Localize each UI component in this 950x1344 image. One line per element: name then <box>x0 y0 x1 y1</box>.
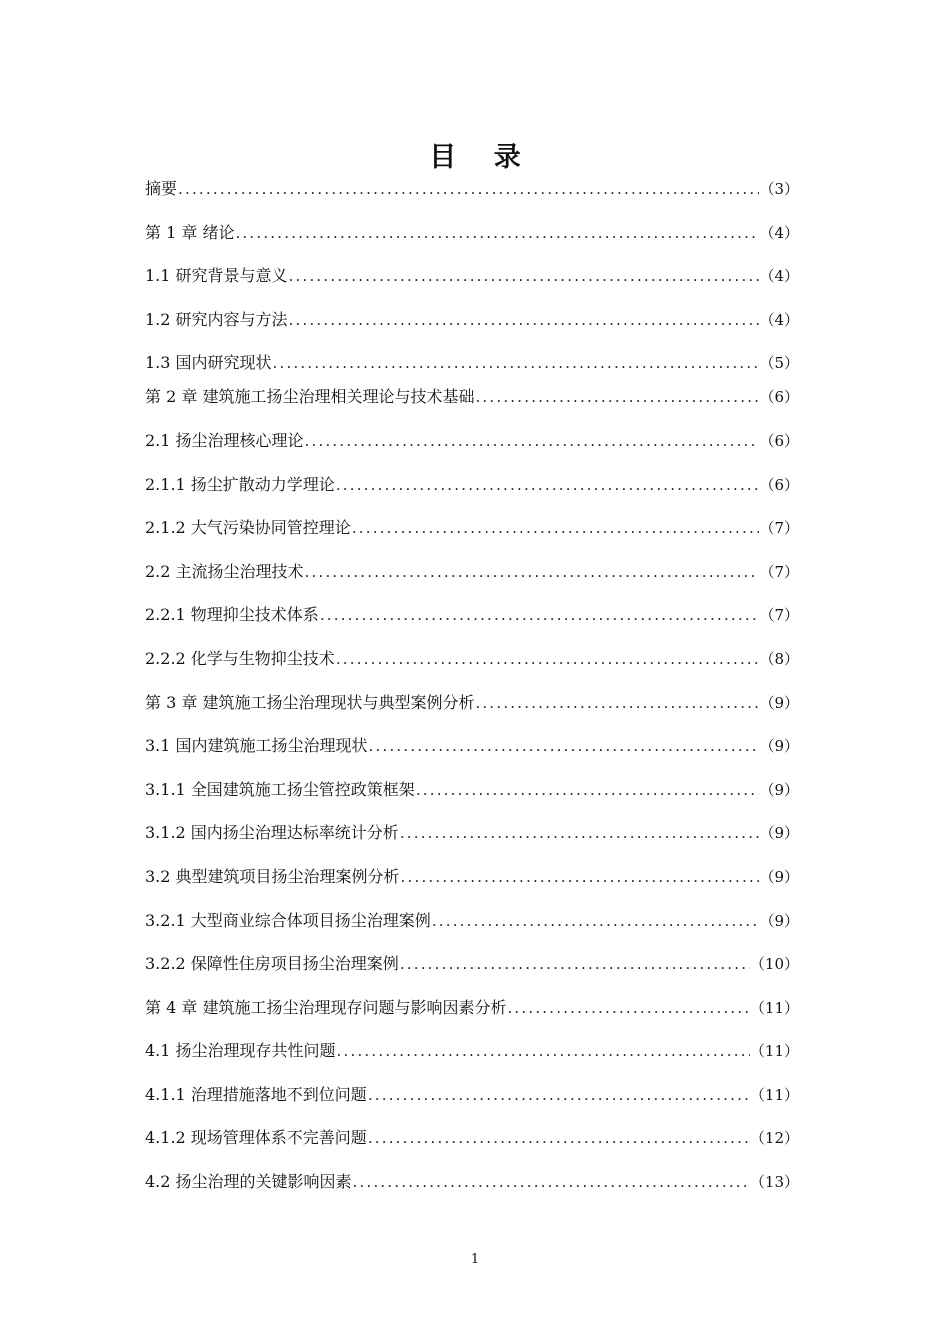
toc-entry-page: （7） <box>759 562 799 581</box>
toc-entry[interactable] <box>145 945 799 983</box>
toc-entry[interactable] <box>145 378 799 416</box>
toc-entry[interactable] <box>145 902 799 940</box>
toc-entry-title: 第 1 章 绪论 <box>145 222 235 242</box>
toc-entry-title: 4.1.2 现场管理体系不完善问题 <box>145 1128 367 1148</box>
toc-leader-dots <box>335 466 760 504</box>
toc-leader-dots <box>304 553 760 591</box>
toc-title: 目 录 <box>429 142 535 174</box>
toc-leader-dots <box>399 945 750 983</box>
toc-entry-page: （9） <box>759 737 799 756</box>
toc-entry-title: 2.1.2 大气污染协同管控理论 <box>145 518 351 538</box>
toc-entry-title: 3.1.2 国内扬尘治理达标率统计分析 <box>145 823 399 843</box>
toc-entry-title: 4.2 扬尘治理的关键影响因素 <box>145 1172 352 1192</box>
toc-leader-dots <box>415 771 760 809</box>
toc-entry-page: （13） <box>749 1173 799 1192</box>
toc-entry-page: （12） <box>749 1129 799 1148</box>
toc-entry-page: （4） <box>759 223 799 242</box>
toc-entry[interactable] <box>145 989 799 1027</box>
toc-entry-title: 4.1 扬尘治理现存共性问题 <box>145 1041 336 1061</box>
toc-entry-title: 2.1 扬尘治理核心理论 <box>145 430 304 450</box>
toc-entry-title: 3.1.1 全国建筑施工扬尘管控政策框架 <box>145 779 415 799</box>
toc-entry[interactable] <box>145 170 799 208</box>
page-number: 1 <box>470 1252 480 1267</box>
toc-entry-title: 1.2 研究内容与方法 <box>145 309 288 329</box>
toc-entry[interactable] <box>145 214 799 252</box>
toc-entry[interactable] <box>145 257 799 295</box>
toc-entry-page: （9） <box>759 824 799 843</box>
toc-leader-dots <box>474 378 759 416</box>
toc-entry-page: （6） <box>759 388 799 407</box>
toc-entry-title: 2.2.2 化学与生物抑尘技术 <box>145 648 335 668</box>
toc-leader-dots <box>335 640 760 678</box>
toc-entry[interactable] <box>145 1032 799 1070</box>
toc-leader-dots <box>177 170 759 208</box>
toc-entry-page: （9） <box>759 693 799 712</box>
toc-entry-page: （7） <box>759 606 799 625</box>
toc-entry[interactable] <box>145 814 799 852</box>
toc-entry-title: 3.2 典型建筑项目扬尘治理案例分析 <box>145 866 400 886</box>
toc-leader-dots <box>399 814 760 852</box>
toc-leader-dots <box>352 1163 750 1201</box>
toc-entry-page: （11） <box>749 1042 799 1061</box>
toc-entry-page: （5） <box>759 354 799 373</box>
toc-entry-page: （10） <box>749 955 799 974</box>
toc-entry-page: （4） <box>759 267 799 286</box>
toc-leader-dots <box>272 344 760 382</box>
toc-entry-page: （3） <box>759 180 799 198</box>
toc-entry[interactable] <box>145 344 799 382</box>
toc-entry[interactable] <box>145 466 799 504</box>
toc-entry-title: 3.2.1 大型商业综合体项目扬尘治理案例 <box>145 910 431 930</box>
toc-entry[interactable] <box>145 301 799 339</box>
toc-leader-dots <box>288 257 760 295</box>
toc-entry-title: 摘要 <box>145 179 178 198</box>
toc-entry-title: 2.1.1 扬尘扩散动力学理论 <box>145 474 335 494</box>
toc-entry-page: （11） <box>749 998 799 1017</box>
toc-leader-dots <box>400 858 760 896</box>
toc-leader-dots <box>351 509 760 547</box>
toc-entry-title: 第 4 章 建筑施工扬尘治理现存问题与影响因素分析 <box>145 997 507 1017</box>
toc-entry[interactable] <box>145 684 799 722</box>
toc-entry[interactable] <box>145 553 799 591</box>
toc-entry[interactable] <box>145 1076 799 1114</box>
toc-entry-title: 第 2 章 建筑施工扬尘治理相关理论与技术基础 <box>145 387 475 407</box>
toc-leader-dots <box>506 989 749 1027</box>
toc-leader-dots <box>304 422 760 460</box>
toc-entry-title: 2.2 主流扬尘治理技术 <box>145 561 304 581</box>
toc-leader-dots <box>234 214 759 252</box>
toc-entry-title: 1.1 研究背景与意义 <box>145 266 288 286</box>
toc-list <box>145 170 799 1201</box>
toc-entry-title: 1.3 国内研究现状 <box>145 353 272 373</box>
toc-entry[interactable] <box>145 509 799 547</box>
toc-entry[interactable] <box>145 1119 799 1157</box>
toc-leader-dots <box>367 1076 750 1114</box>
toc-leader-dots <box>336 1032 750 1070</box>
toc-entry-title: 4.1.1 治理措施落地不到位问题 <box>145 1084 367 1104</box>
toc-entry[interactable] <box>145 640 799 678</box>
toc-entry[interactable] <box>145 771 799 809</box>
toc-entry-page: （9） <box>759 867 799 886</box>
toc-entry-title: 2.2.1 物理抑尘技术体系 <box>145 605 319 625</box>
toc-entry[interactable] <box>145 1163 799 1201</box>
toc-entry[interactable] <box>145 596 799 634</box>
toc-entry-page: （7） <box>759 519 799 538</box>
toc-leader-dots <box>474 684 759 722</box>
toc-entry-title: 3.1 国内建筑施工扬尘治理现状 <box>145 736 368 756</box>
toc-entry-page: （9） <box>759 911 799 930</box>
toc-entry-page: （11） <box>749 1085 799 1104</box>
toc-entry-title: 3.2.2 保障性住房项目扬尘治理案例 <box>145 954 399 974</box>
toc-leader-dots <box>431 902 760 940</box>
toc-entry-page: （8） <box>759 649 799 668</box>
toc-entry-title: 第 3 章 建筑施工扬尘治理现状与典型案例分析 <box>145 692 475 712</box>
toc-leader-dots <box>319 596 760 634</box>
toc-entry-page: （9） <box>759 780 799 799</box>
toc-entry[interactable] <box>145 422 799 460</box>
toc-leader-dots <box>288 301 760 339</box>
toc-entry-page: （4） <box>759 310 799 329</box>
toc-leader-dots <box>367 1119 750 1157</box>
toc-leader-dots <box>368 727 760 765</box>
toc-entry[interactable] <box>145 858 799 896</box>
toc-entry-page: （6） <box>759 431 799 450</box>
toc-entry[interactable] <box>145 727 799 765</box>
toc-entry-page: （6） <box>759 475 799 494</box>
